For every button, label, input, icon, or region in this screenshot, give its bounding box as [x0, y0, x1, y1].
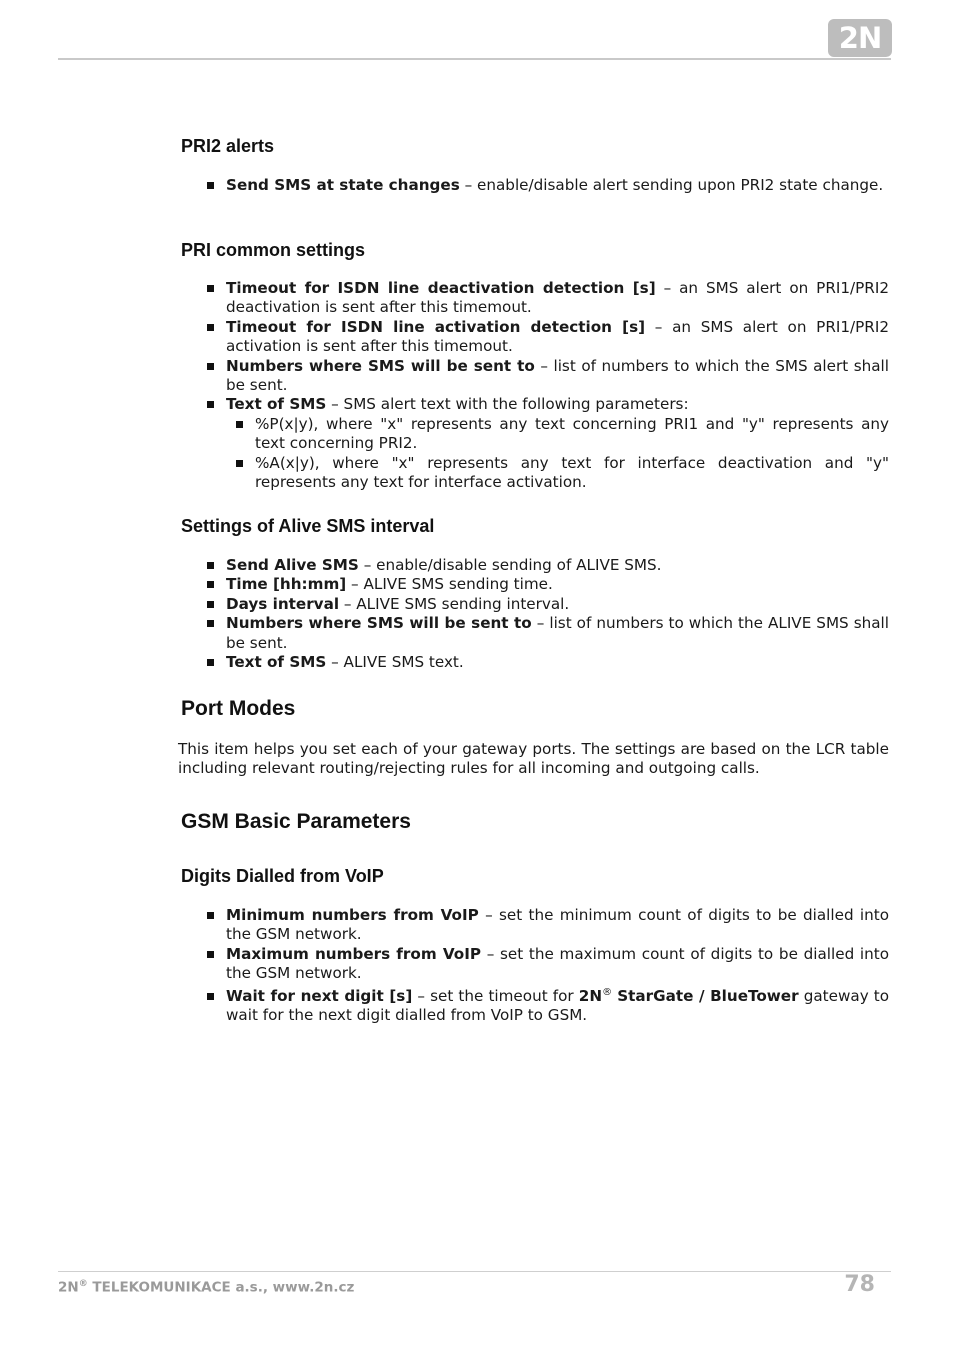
sub-list-item: %P(x|y), where "x" represents any text concerning PRI1 and "y" represents any text concerning PRI2.: [206, 415, 889, 454]
list-item: Minimum numbers from VoIP – set the minimum count of digits to be dialled into the GSM network.: [206, 906, 889, 945]
digits-dialled-heading: Digits Dialled from VoIP: [181, 866, 384, 886]
sms-parameter-sublist: [206, 415, 889, 493]
list-item: Days interval – ALIVE SMS sending interval.: [206, 595, 889, 614]
list-item: Numbers where SMS will be sent to – list of numbers to which the ALIVE SMS shall be sent.: [206, 614, 889, 653]
alive-sms-heading: Settings of Alive SMS interval: [181, 516, 435, 536]
gsm-basic-parameters-heading: GSM Basic Parameters: [181, 810, 411, 833]
list-item: Timeout for ISDN line activation detection [s] – an SMS alert on PRI1/PRI2 activation is sent after this timemout.: [206, 318, 889, 357]
2n-logo: 2N: [828, 19, 892, 57]
alive-sms-list: [206, 556, 889, 672]
sub-list-item: %A(x|y), where "x" represents any text for interface deactivation and "y" represents any text for interface activation.: [206, 454, 889, 493]
list-item: Text of SMS – SMS alert text with the following parameters: %P(x|y), where "x" represents any text concerning PRI1 and "y" represents any text concerning PRI2. %A(x|y), where "x" represents any text for interface deactivation and "y" represents any text for interface activation.: [206, 395, 889, 492]
list-item: Send Alive SMS – enable/disable sending of ALIVE SMS.: [206, 556, 889, 575]
port-modes-heading: Port Modes: [181, 697, 296, 720]
header-divider: [58, 58, 891, 60]
list-item: Numbers where SMS will be sent to – list of numbers to which the SMS alert shall be sent.: [206, 357, 889, 396]
page-number: 78: [844, 1272, 875, 1297]
list-item: Send SMS at state changes – enable/disable alert sending upon PRI2 state change.: [206, 176, 889, 195]
pri2-alerts-heading: PRI2 alerts: [181, 136, 275, 156]
port-modes-text: This item helps you set each of your gateway ports. The settings are based on the LCR table including relevant routing/rejecting rules for all incoming and outgoing calls.: [178, 740, 889, 778]
list-item: Maximum numbers from VoIP – set the maximum count of digits to be dialled into the GSM network.: [206, 945, 889, 984]
pri2-alerts-list: [206, 176, 889, 195]
list-item: Time [hh:mm] – ALIVE SMS sending time.: [206, 575, 889, 594]
pri-common-heading: PRI common settings: [181, 240, 366, 260]
footer-company: 2N® TELEKOMUNIKACE a.s., www.2n.cz: [58, 1279, 355, 1296]
list-item: Timeout for ISDN line deactivation detection [s] – an SMS alert on PRI1/PRI2 deactivation is sent after this timemout.: [206, 279, 889, 318]
list-item: Wait for next digit [s] – set the timeout for 2N® StarGate / BlueTower gateway to wait for the next digit dialled from VoIP to GSM.: [206, 987, 889, 1026]
footer-divider: [58, 1271, 891, 1272]
list-item: Text of SMS – ALIVE SMS text.: [206, 653, 889, 672]
digits-dialled-list: [206, 906, 889, 1025]
pri-common-list: [206, 279, 889, 492]
